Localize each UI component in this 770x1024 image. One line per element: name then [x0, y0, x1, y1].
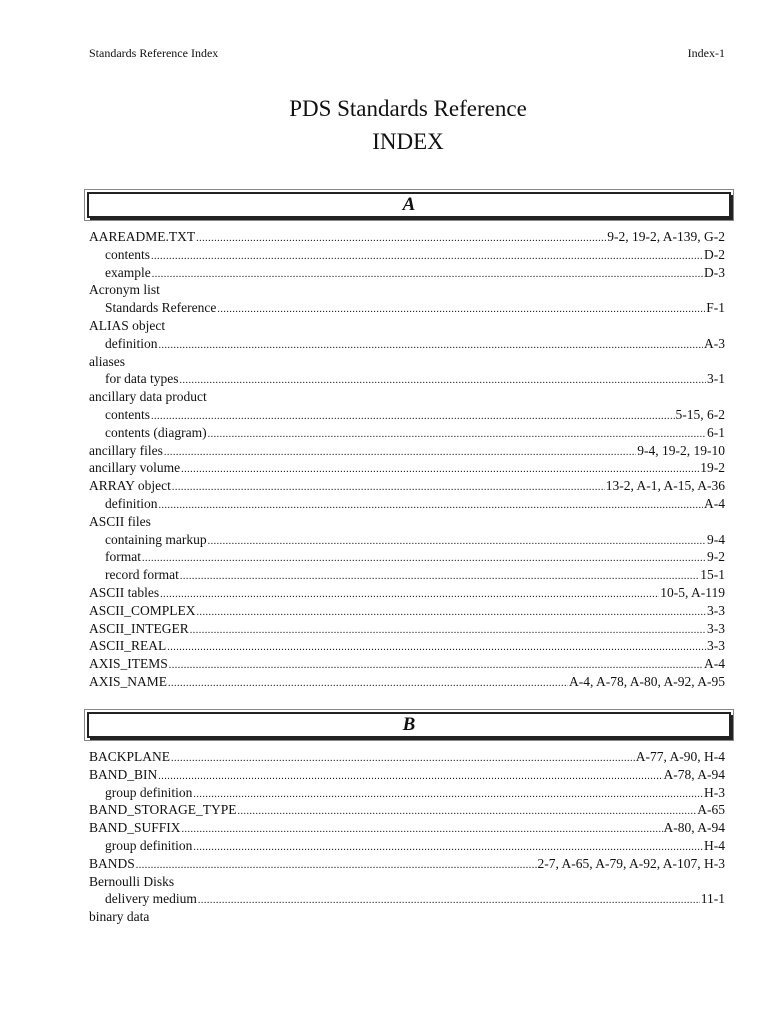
entry-term: BAND_SUFFIX	[89, 820, 181, 836]
entry-term: ASCII_REAL	[89, 638, 167, 654]
entry-pages: 10-5, A-119	[660, 584, 725, 600]
index-subentry	[89, 837, 725, 855]
section-header-b	[87, 712, 731, 738]
leader-dots	[179, 372, 706, 390]
page-number: Index-1	[687, 46, 725, 60]
entry-term: definition	[105, 335, 158, 351]
index-heading	[89, 388, 725, 406]
entry-pages: A-80, A-94	[663, 820, 725, 836]
entry-pages: A-4	[704, 656, 725, 672]
index-entry	[89, 477, 725, 495]
entry-term: contents (diagram)	[105, 424, 207, 440]
entry-pages: 9-4	[707, 531, 725, 547]
index-entry	[89, 459, 725, 477]
entry-pages: H-4	[704, 837, 725, 853]
entry-pages: 15-1	[700, 567, 725, 583]
entry-term: delivery medium	[105, 891, 197, 907]
index-entry	[89, 655, 725, 673]
index-heading	[89, 908, 725, 926]
entry-term: ASCII files	[89, 513, 151, 529]
entry-pages: 9-2	[707, 549, 725, 565]
entry-term: AXIS_NAME	[89, 673, 168, 689]
entry-pages: 3-1	[707, 371, 725, 387]
leader-dots	[208, 426, 706, 444]
entry-term: ancillary data product	[89, 389, 207, 405]
entry-pages: H-3	[704, 784, 725, 800]
entry-term: format	[105, 549, 141, 565]
index-entry	[89, 620, 725, 638]
entry-pages: A-3	[704, 335, 725, 351]
entry-term: ancillary files	[89, 442, 163, 458]
entry-term: contents	[105, 406, 150, 422]
index-entries-b	[89, 748, 725, 926]
entry-term: AXIS_ITEMS	[89, 656, 168, 672]
index-entry	[89, 602, 725, 620]
entry-term: AAREADME.TXT	[89, 229, 196, 244]
entry-pages: 3-3	[707, 602, 725, 618]
leader-dots	[136, 857, 537, 875]
leader-dots	[159, 497, 704, 515]
entry-term: Bernoulli Disks	[89, 873, 175, 889]
leader-dots	[197, 604, 706, 622]
entry-pages: A-65	[697, 802, 725, 818]
entry-pages: A-77, A-90, H-4	[635, 749, 725, 764]
leader-dots	[196, 230, 606, 248]
entry-term: binary data	[89, 909, 150, 925]
index-subentry	[89, 566, 725, 584]
leader-dots	[238, 803, 697, 821]
entry-term: Acronym list	[89, 282, 160, 298]
entry-term: ALIAS object	[89, 317, 166, 333]
leader-dots	[193, 786, 703, 804]
leader-dots	[168, 675, 568, 693]
index-entry	[89, 855, 725, 873]
index-subentry	[89, 548, 725, 566]
index-subentry	[89, 784, 725, 802]
index-entry	[89, 228, 725, 246]
entry-term: contents	[105, 246, 150, 262]
leader-dots	[164, 444, 636, 462]
index-heading	[89, 873, 725, 891]
index-subentry	[89, 424, 725, 442]
leader-dots	[180, 568, 699, 586]
entry-term: BACKPLANE	[89, 749, 171, 764]
entry-term: ASCII tables	[89, 584, 160, 600]
entry-pages: 11-1	[700, 891, 725, 907]
entry-pages: F-1	[706, 300, 725, 316]
index-entries-a	[89, 228, 725, 691]
index-entry	[89, 766, 725, 784]
leader-dots	[151, 248, 703, 266]
entry-pages: 6-1	[707, 424, 725, 440]
leader-dots	[217, 301, 705, 319]
entry-pages: 3-3	[707, 620, 725, 636]
entry-term: group definition	[105, 784, 193, 800]
leader-dots	[172, 479, 605, 497]
entry-pages: 5-15, 6-2	[675, 406, 725, 422]
leader-dots	[171, 750, 635, 768]
leader-dots	[160, 586, 659, 604]
index-entry	[89, 819, 725, 837]
entry-pages: 9-2, 19-2, A-139, G-2	[607, 229, 725, 244]
index-entry	[89, 801, 725, 819]
document-title: PDS Standards Reference	[289, 96, 527, 121]
leader-dots	[182, 821, 663, 839]
index-subentry	[89, 890, 725, 908]
index-entry	[89, 673, 725, 691]
index-subentry	[89, 495, 725, 513]
index-entry	[89, 748, 725, 766]
entry-pages: A-78, A-94	[663, 766, 725, 782]
index-entry	[89, 442, 725, 460]
entry-term: BANDS	[89, 855, 135, 871]
leader-dots	[190, 622, 706, 640]
leader-dots	[152, 266, 703, 284]
leader-dots	[167, 639, 706, 657]
index-heading	[89, 353, 725, 371]
entry-pages: 2-7, A-65, A-79, A-92, A-107, H-3	[537, 855, 725, 871]
leader-dots	[208, 533, 706, 551]
leader-dots	[142, 550, 706, 568]
leader-dots	[198, 892, 700, 910]
entry-term: ancillary volume	[89, 460, 181, 476]
index-heading	[89, 281, 725, 299]
entry-term: example	[105, 264, 151, 280]
entry-pages: 13-2, A-1, A-15, A-36	[605, 478, 725, 494]
index-subentry	[89, 531, 725, 549]
index-entry	[89, 584, 725, 602]
index-subentry	[89, 335, 725, 353]
index-subentry	[89, 370, 725, 388]
entry-term: ARRAY object	[89, 478, 171, 494]
index-subentry	[89, 246, 725, 264]
entry-term: ASCII_INTEGER	[89, 620, 189, 636]
leader-dots	[159, 337, 704, 355]
section-header-a	[87, 192, 731, 218]
entry-term: containing markup	[105, 531, 207, 547]
entry-term: Standards Reference	[105, 300, 217, 316]
entry-pages: A-4, A-78, A-80, A-92, A-95	[569, 673, 725, 689]
entry-pages: D-3	[704, 264, 725, 280]
index-subentry	[89, 299, 725, 317]
section-letter: A	[402, 194, 416, 215]
running-header-title: Standards Reference Index	[89, 46, 219, 60]
entry-term: ASCII_COMPLEX	[89, 602, 196, 618]
entry-term: BAND_BIN	[89, 766, 158, 782]
entry-term: BAND_STORAGE_TYPE	[89, 802, 237, 818]
entry-term: aliases	[89, 353, 125, 369]
entry-pages: 19-2	[700, 460, 725, 476]
leader-dots	[151, 408, 675, 426]
entry-term: group definition	[105, 837, 193, 853]
entry-pages: 9-4, 19-2, 19-10	[637, 442, 725, 458]
entry-term: for data types	[105, 371, 179, 387]
document-subtitle: INDEX	[372, 129, 444, 154]
section-letter: B	[402, 714, 416, 735]
entry-pages: D-2	[704, 246, 725, 262]
entry-pages: A-4	[704, 495, 725, 511]
index-heading	[89, 317, 725, 335]
entry-term: definition	[105, 495, 158, 511]
entry-pages: 3-3	[707, 638, 725, 654]
index-subentry	[89, 264, 725, 282]
leader-dots	[158, 768, 662, 786]
index-subentry	[89, 406, 725, 424]
index-entry	[89, 637, 725, 655]
index-heading	[89, 513, 725, 531]
entry-term: record format	[105, 567, 179, 583]
